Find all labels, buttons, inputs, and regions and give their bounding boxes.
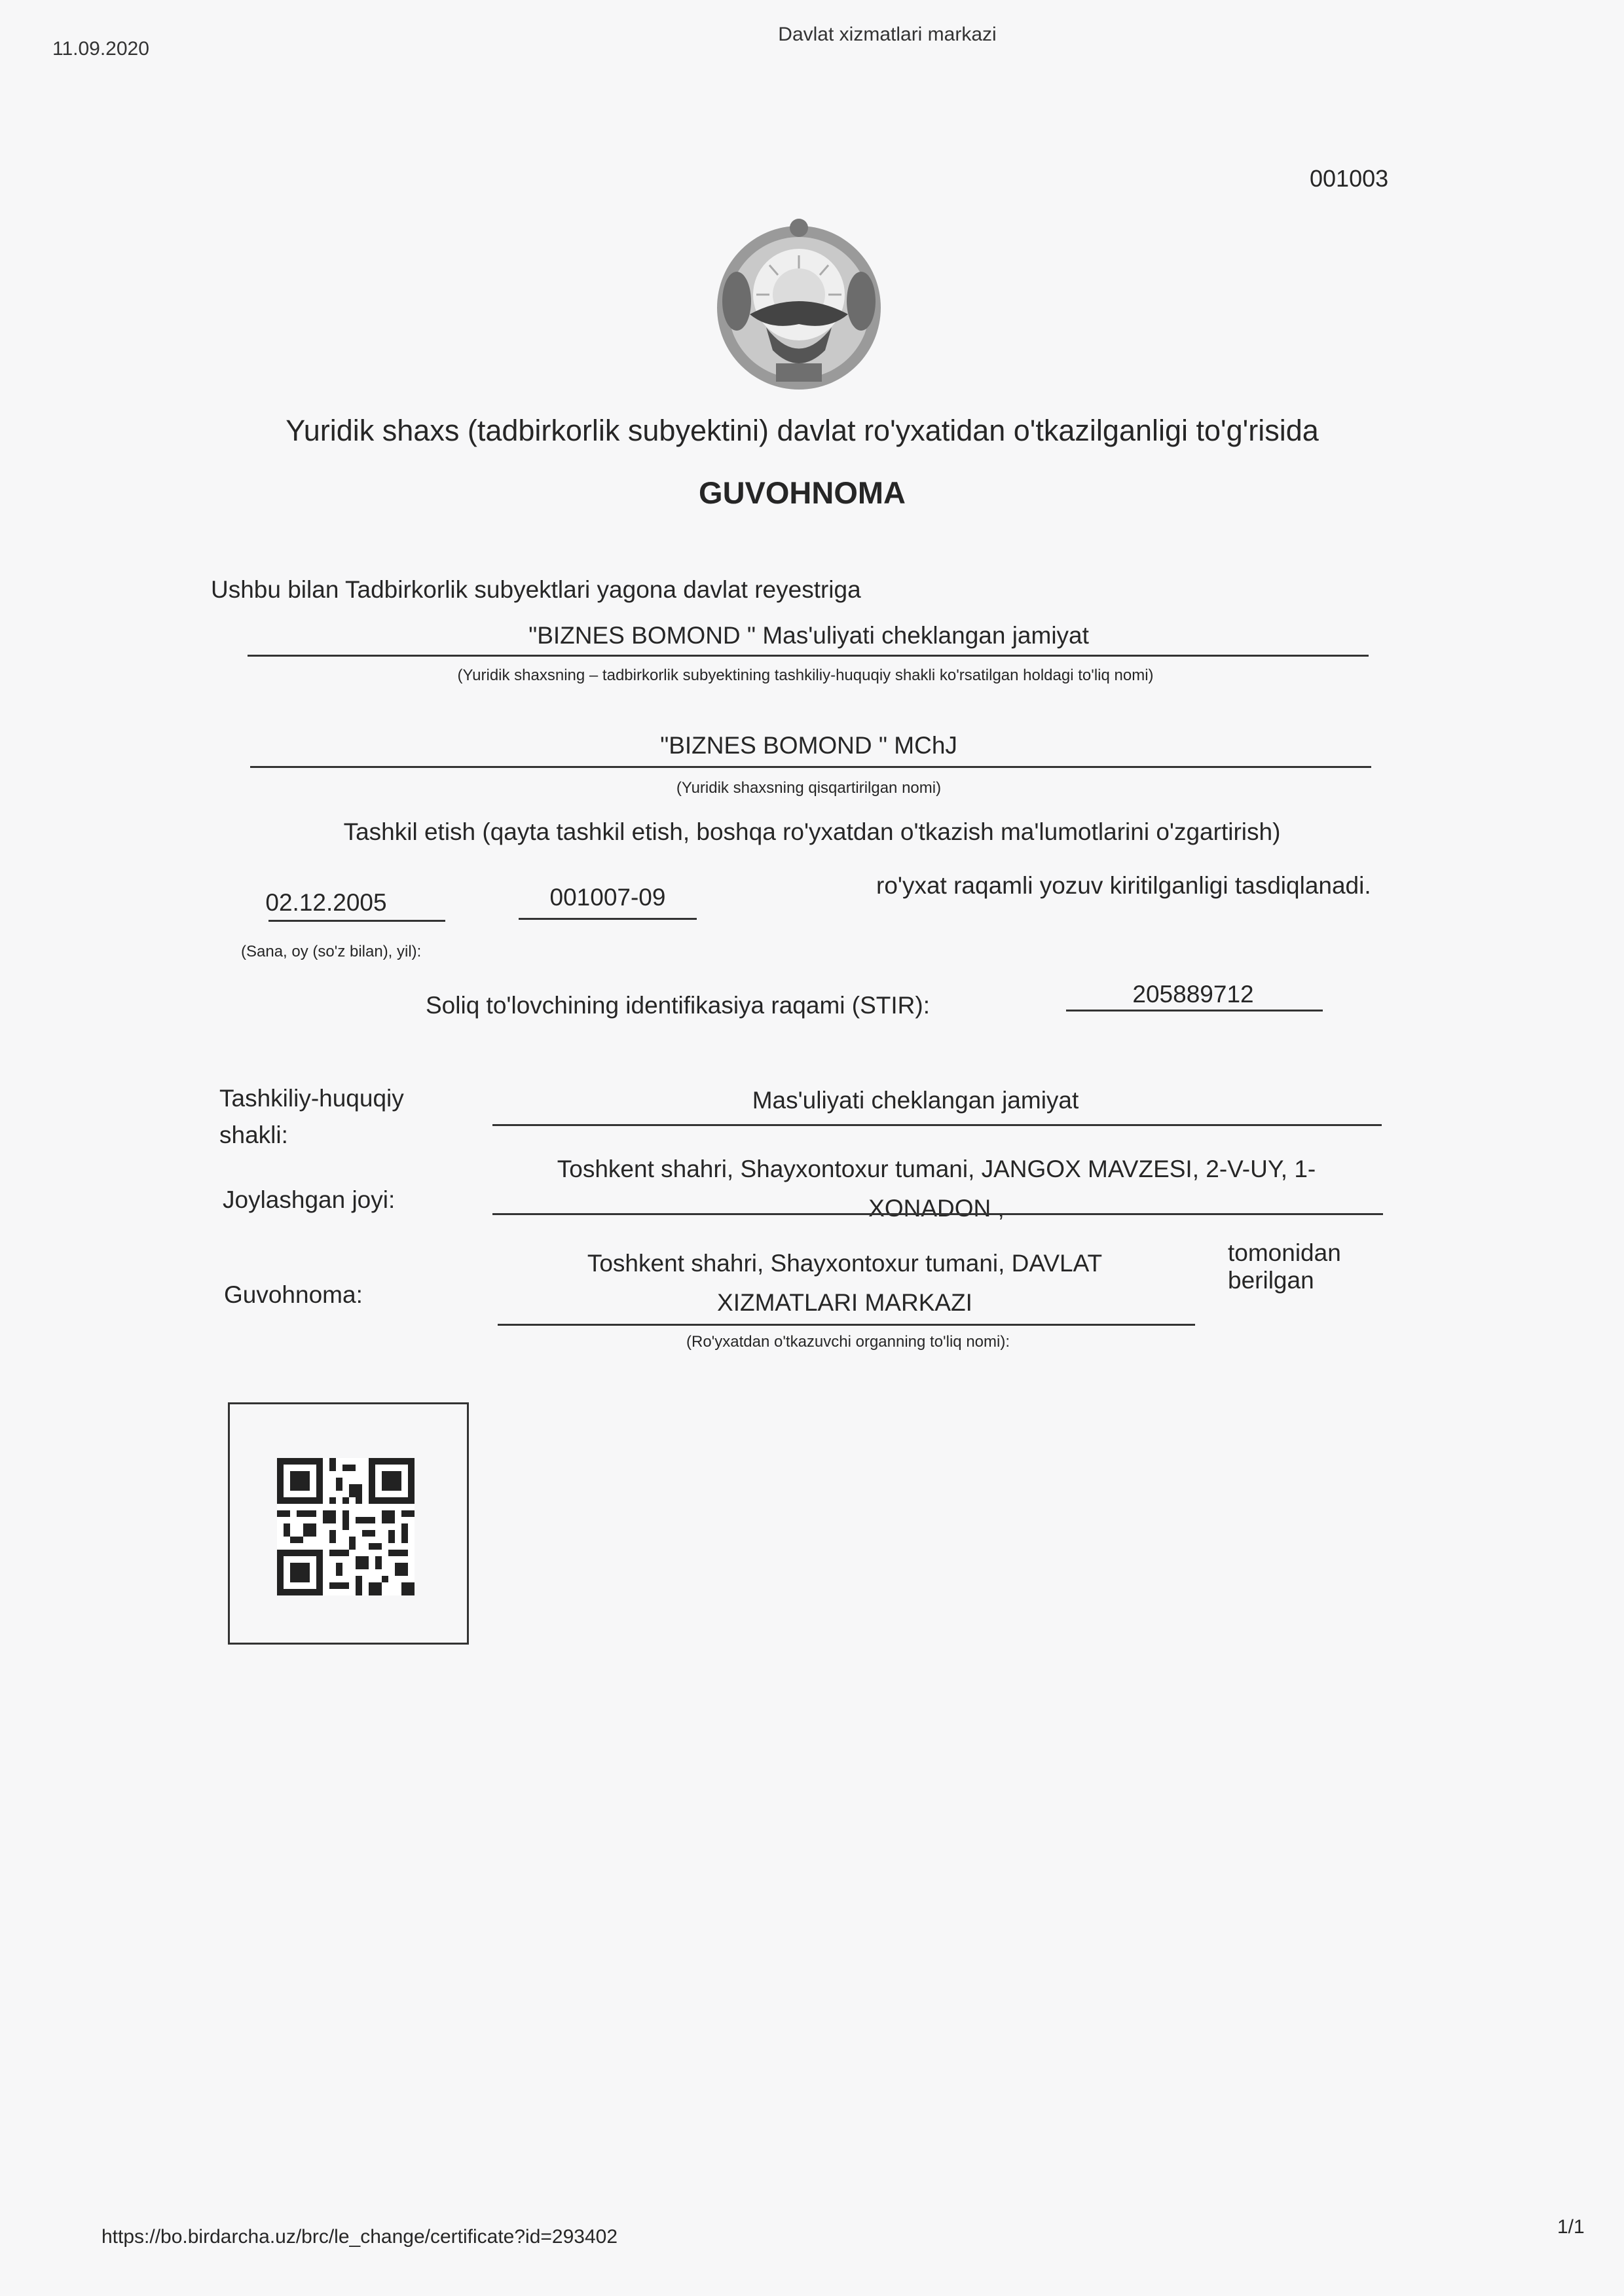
registration-date: 02.12.2005 bbox=[265, 889, 387, 916]
short-name-underline bbox=[250, 766, 1371, 768]
print-header-title: Davlat xizmatlari markazi bbox=[778, 24, 997, 45]
full-name-value: "BIZNES BOMOND " Mas'uliyati cheklangan jamiyat bbox=[528, 622, 1089, 649]
location-value: Toshkent shahri, Shayxontoxur tumani, JANGOX MAVZESI, 2-V-UY, 1-XONADON , bbox=[557, 1156, 1316, 1222]
tin-underline bbox=[1066, 1010, 1323, 1011]
page-number: 1/1 bbox=[1557, 2216, 1585, 2238]
document-number: 001003 bbox=[1310, 165, 1389, 192]
certificate-label: Guvohnoma: bbox=[224, 1281, 363, 1308]
certificate-issuer-underline bbox=[498, 1324, 1195, 1326]
document-title: Yuridik shaxs (tadbirkorlik subyektini) davlat ro'yxatidan o'tkazilganligi to'g'risida bbox=[286, 414, 1319, 447]
location-label: Joylashgan joyi: bbox=[223, 1186, 396, 1213]
registration-number: 001007-09 bbox=[549, 884, 666, 911]
registration-date-underline bbox=[268, 920, 445, 922]
full-name-caption: (Yuridik shaxsning – tadbirkorlik subyektining tashkiliy-huquqiy shakli ko'rsatilgan holdagi to'liq nomi) bbox=[457, 666, 1154, 684]
registration-date-caption: (Sana, oy (so'z bilan), yil): bbox=[241, 943, 422, 960]
legal-form-value: Mas'uliyati cheklangan jamiyat bbox=[752, 1087, 1079, 1114]
short-name-caption: (Yuridik shaxsning qisqartirilgan nomi) bbox=[676, 779, 942, 797]
certificate-issuer-caption: (Ro'yxatdan o'tkazuvchi organning to'liq nomi): bbox=[686, 1333, 1010, 1351]
footer-url: https://bo.birdarcha.uz/brc/le_change/certificate?id=293402 bbox=[101, 2226, 618, 2248]
print-date: 11.09.2020 bbox=[52, 38, 149, 60]
tin-label: Soliq to'lovchining identifikasiya raqami (STIR): bbox=[426, 992, 930, 1019]
document-heading: GUVOHNOMA bbox=[699, 475, 906, 510]
legal-form-label: Tashkiliy-huquqiy shakli: bbox=[219, 1085, 404, 1148]
coat-of-arms-emblem bbox=[710, 216, 887, 393]
issued-by-text: tomonidan berilgan bbox=[1228, 1239, 1341, 1294]
registration-heading: Tashkil etish (qayta tashkil etish, boshqa ro'yxatdan o'tkazish ma'lumotlarini o'zgartirish) bbox=[343, 818, 1281, 845]
legal-form-underline bbox=[492, 1124, 1382, 1126]
location-underline bbox=[492, 1213, 1383, 1215]
short-name-value: "BIZNES BOMOND " MChJ bbox=[660, 732, 957, 759]
full-name-underline bbox=[248, 655, 1369, 657]
tin-value: 205889712 bbox=[1132, 981, 1254, 1008]
registration-number-underline bbox=[519, 918, 697, 920]
certificate-issuer: Toshkent shahri, Shayxontoxur tumani, DAVLAT XIZMATLARI MARKAZI bbox=[587, 1250, 1103, 1316]
qr-code bbox=[277, 1458, 415, 1595]
registration-confirm-text: ro'yxat raqamli yozuv kiritilganligi tasdiqlanadi. bbox=[876, 872, 1371, 899]
qr-code-box bbox=[228, 1402, 469, 1645]
intro-text: Ushbu bilan Tadbirkorlik subyektlari yagona davlat reyestriga bbox=[211, 576, 861, 603]
